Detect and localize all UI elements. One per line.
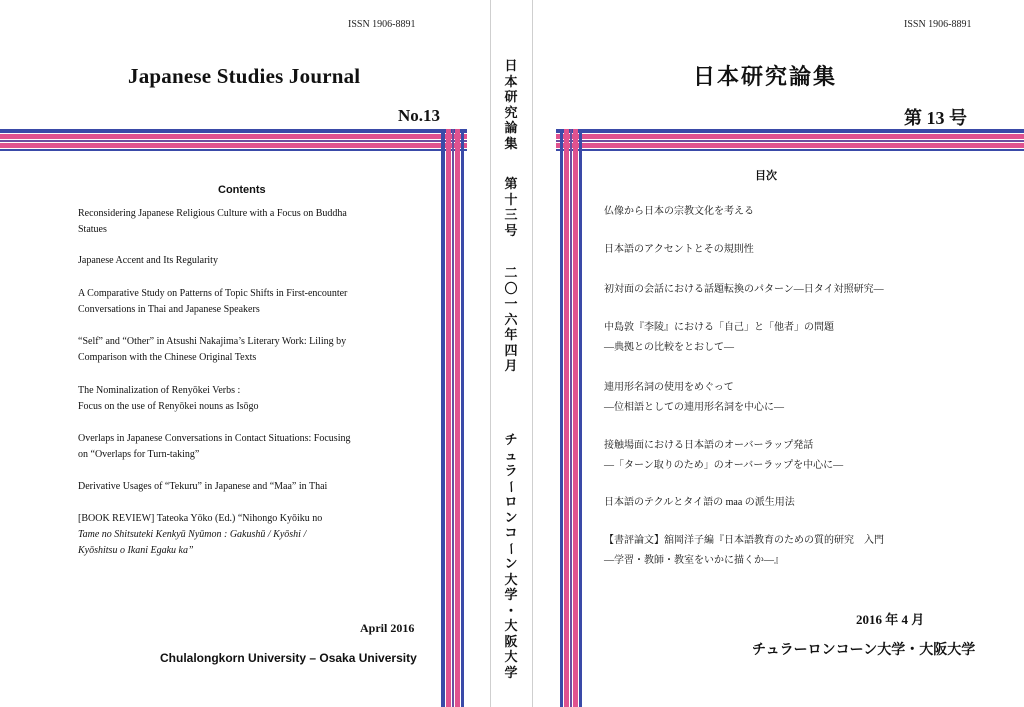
toc-title-line: ―位相語としての連用形名詞を中心に― xyxy=(604,402,784,413)
front-cover-date: 2016 年 4 月 xyxy=(856,612,925,627)
spine-date: 二 〇 一 六 年 四 月 xyxy=(504,265,518,373)
toc-title-line: Comparison with the Chinese Original Texts xyxy=(78,352,257,363)
back-contents-heading: Contents xyxy=(218,184,266,196)
front-contents-heading: 目次 xyxy=(755,170,777,182)
toc-title-line: 初対面の会話における話題転換のパターン―日タイ対照研究― xyxy=(604,284,884,295)
toc-title-line: A Comparative Study on Patterns of Topic Shifts in First-encounter xyxy=(78,288,348,299)
spine xyxy=(491,0,531,707)
toc-title-line: ―典拠との比較をとおして― xyxy=(604,342,734,353)
toc-title-line: on “Overlaps for Turn-taking” xyxy=(78,449,200,460)
spine-edge-left xyxy=(490,0,491,707)
toc-title-line: ―「ターン取りのため」のオーバーラップを中心に― xyxy=(604,460,844,471)
spine-number: 第 十 三 号 xyxy=(504,176,518,238)
front-cover-university: チュラーロンコーン大学・大阪大学 xyxy=(752,643,976,658)
toc-title-line: Conversations in Thai and Japanese Speakers xyxy=(78,304,260,315)
toc-title-line: Japanese Accent and Its Regularity xyxy=(78,255,218,266)
toc-title-line: Reconsidering Japanese Religious Culture with a Focus on Buddha xyxy=(78,208,347,219)
toc-title-line: Kyōshitsu o Ikani Egaku ka” xyxy=(78,545,194,556)
spine-title: 日 本 研 究 論 集 xyxy=(504,58,518,151)
toc-title-line: 接触場面における日本語のオーバーラップ発話 xyxy=(604,440,814,451)
back-issn: ISSN 1906-8891 xyxy=(348,19,416,30)
toc-title-line: [BOOK REVIEW] Tateoka Yōko (Ed.) “Nihongo Kyōiku no xyxy=(78,513,323,524)
spine-university: チ ュ ラ ー ロ ン コ ー ン 大 学 ・ 大 阪 大 学 xyxy=(503,432,519,680)
toc-title-line: 日本語のテクルとタイ語の maa の派生用法 xyxy=(604,497,795,508)
toc-title-line: Focus on the use of Renyōkei nouns as Isōgo xyxy=(78,401,259,412)
back-cover-number: No.13 xyxy=(398,106,441,125)
toc-title-line: 仏像から日本の宗教文化を考える xyxy=(604,206,754,217)
front-cover-number: 第 13 号 xyxy=(904,108,967,128)
toc-title-line: 日本語のアクセントとその規則性 xyxy=(604,244,754,255)
toc-title-line: “Self” and “Other” in Atsushi Nakajima’s Literary Work: Liling by xyxy=(78,336,347,347)
back-cover-date: April 2016 xyxy=(360,621,415,635)
toc-title-line: 【書評論文】舘岡洋子編『日本語教育のための質的研究 入門 xyxy=(604,535,884,546)
toc-title-line: 連用形名詞の使用をめぐって xyxy=(604,382,734,393)
front-cover-title: 日本研究論集 xyxy=(693,64,838,89)
toc-title-line: The Nominalization of Renyōkei Verbs : xyxy=(78,385,241,396)
back-cover-university: Chulalongkorn University – Osaka University xyxy=(160,651,417,665)
spine-edge-right xyxy=(532,0,533,707)
toc-title-line: ―学習・教師・教室をいかに描くか―』 xyxy=(604,555,784,566)
toc-title-line: Overlaps in Japanese Conversations in Contact Situations: Focusing xyxy=(78,433,351,444)
toc-title-line: 中島敦『李陵』における「自己」と「他者」の問題 xyxy=(604,322,834,333)
toc-title-line: Tame no Shitsuteki Kenkyū Nyūmon : Gakushū / Kyōshi / xyxy=(78,529,307,540)
toc-title-line: Derivative Usages of “Tekuru” in Japanese and “Maa” in Thai xyxy=(78,481,328,492)
front-content-panel xyxy=(582,151,1024,707)
back-cover-title: Japanese Studies Journal xyxy=(128,64,361,88)
front-issn: ISSN 1906-8891 xyxy=(904,19,972,30)
toc-title-line: Statues xyxy=(78,224,107,235)
